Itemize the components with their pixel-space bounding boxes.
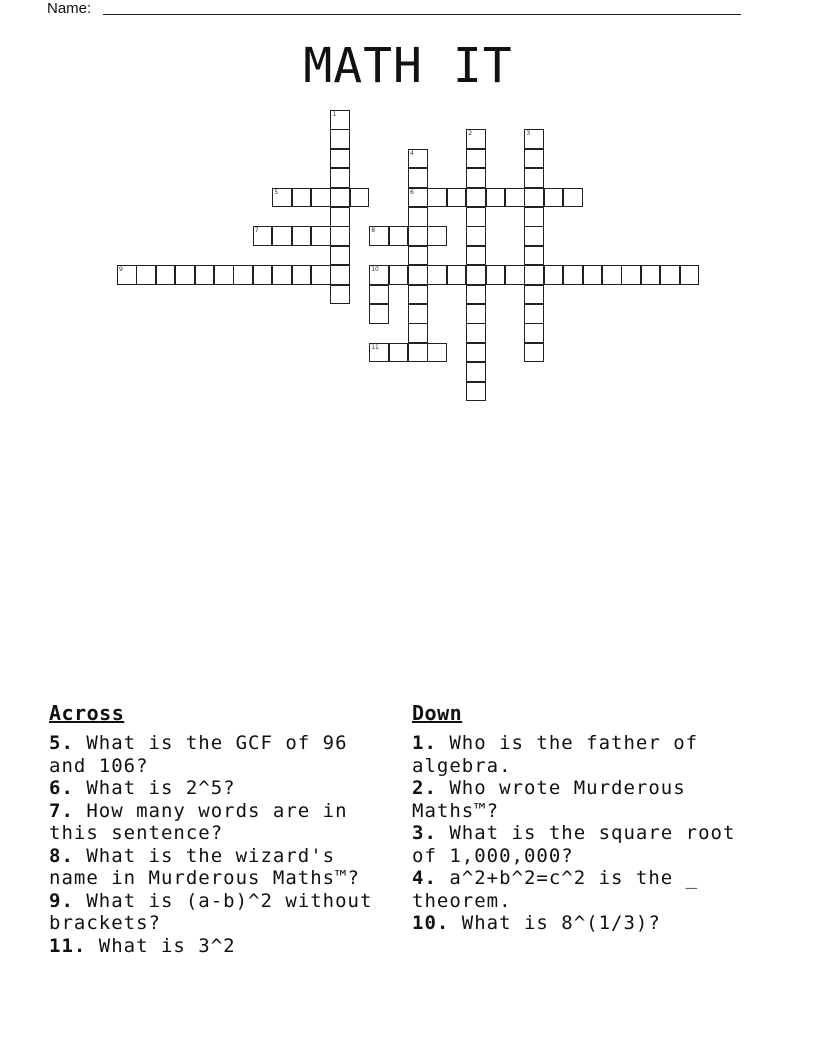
cell-number: 11 xyxy=(371,343,379,351)
crossword-cell[interactable] xyxy=(563,265,583,285)
crossword-cell[interactable] xyxy=(369,265,389,285)
crossword-cell[interactable] xyxy=(195,265,215,285)
crossword-cell[interactable] xyxy=(466,323,486,343)
crossword-cell[interactable] xyxy=(136,265,156,285)
crossword-cell[interactable] xyxy=(602,265,622,285)
page-title: MATH IT xyxy=(303,38,513,94)
crossword-cell[interactable] xyxy=(524,304,544,324)
clue-number: 2. xyxy=(412,777,437,799)
across-clue xyxy=(49,890,394,935)
crossword-cell[interactable] xyxy=(311,188,331,208)
crossword-cell[interactable] xyxy=(505,188,525,208)
crossword-cell[interactable] xyxy=(524,149,544,169)
cell-number: 7 xyxy=(254,227,259,235)
clue-number: 7. xyxy=(49,799,74,822)
crossword-cell[interactable] xyxy=(524,226,544,246)
across-heading: Across xyxy=(49,701,125,725)
across-clue xyxy=(49,777,394,800)
down-clue xyxy=(412,732,757,777)
crossword-cell[interactable] xyxy=(524,207,544,227)
crossword-cell[interactable] xyxy=(330,226,350,246)
crossword-cell[interactable] xyxy=(524,168,544,188)
crossword-cell[interactable] xyxy=(330,129,350,149)
crossword-cell[interactable] xyxy=(524,323,544,343)
clue-text: What is 8^(1/3)? xyxy=(461,912,661,934)
crossword-cell[interactable] xyxy=(408,323,428,343)
crossword-cell[interactable] xyxy=(544,265,564,285)
crossword-cell[interactable] xyxy=(408,304,428,324)
clue-number: 4. xyxy=(412,867,437,889)
clue-number: 10. xyxy=(412,912,450,934)
clue-text: What is 2^5? xyxy=(86,777,236,799)
crossword-cell[interactable] xyxy=(330,110,350,130)
crossword-cell[interactable] xyxy=(408,285,428,305)
crossword-cell[interactable] xyxy=(330,149,350,169)
crossword-cell[interactable] xyxy=(253,265,273,285)
crossword-cell[interactable] xyxy=(466,129,486,149)
crossword-cell[interactable] xyxy=(486,265,506,285)
down-heading: Down xyxy=(412,701,463,725)
crossword-cell[interactable] xyxy=(311,226,331,246)
cell-number: 4 xyxy=(410,149,414,157)
crossword-cell[interactable] xyxy=(408,226,428,246)
crossword-cell[interactable] xyxy=(350,188,370,208)
crossword-cell[interactable] xyxy=(408,188,428,208)
cell-number: 5 xyxy=(274,188,279,196)
crossword-cell[interactable] xyxy=(389,265,409,285)
crossword-cell[interactable] xyxy=(466,285,486,305)
crossword-cell[interactable] xyxy=(486,188,506,208)
crossword-cell[interactable] xyxy=(466,226,486,246)
across-clues xyxy=(49,700,394,957)
crossword-cell[interactable] xyxy=(466,168,486,188)
crossword-cell[interactable] xyxy=(505,265,525,285)
name-label: Name: xyxy=(47,0,92,17)
crossword-cell[interactable] xyxy=(272,265,292,285)
clue-text: Who wrote Murderous Maths™? xyxy=(412,777,686,822)
across-clue xyxy=(49,845,394,890)
crossword-cell[interactable] xyxy=(466,265,486,285)
clue-number: 6. xyxy=(49,777,74,799)
clue-text: What is the wizard's name in Murderous Maths™? xyxy=(49,844,360,889)
across-clue xyxy=(49,732,394,777)
clue-number: 3. xyxy=(412,822,437,844)
crossword-cell[interactable] xyxy=(330,188,350,208)
crossword-cell[interactable] xyxy=(447,265,467,285)
crossword-cell[interactable] xyxy=(389,226,409,246)
across-clue xyxy=(49,800,394,845)
crossword-cell[interactable] xyxy=(330,285,350,305)
crossword-cell[interactable] xyxy=(544,188,564,208)
crossword-cell[interactable] xyxy=(466,343,486,363)
crossword-cell[interactable] xyxy=(427,265,447,285)
crossword-cell[interactable] xyxy=(524,285,544,305)
crossword-cell[interactable] xyxy=(583,265,603,285)
clue-number: 1. xyxy=(412,732,437,754)
cell-number: 3 xyxy=(526,130,531,138)
clue-text: What is the square root of 1,000,000? xyxy=(412,822,736,867)
crossword-cell[interactable] xyxy=(524,129,544,149)
clue-text: Who is the father of algebra. xyxy=(412,732,699,777)
crossword-cell[interactable] xyxy=(175,265,195,285)
clue-text: What is 3^2 xyxy=(98,934,236,957)
crossword-cell[interactable] xyxy=(466,246,486,266)
clue-text: a^2+b^2=c^2 is the _ theorem. xyxy=(412,867,699,912)
crossword-cell[interactable] xyxy=(330,207,350,227)
crossword-cell[interactable] xyxy=(253,226,273,246)
crossword-cell[interactable] xyxy=(214,265,234,285)
crossword-cell[interactable] xyxy=(524,343,544,363)
crossword-cell[interactable] xyxy=(389,343,409,363)
crossword-cell[interactable] xyxy=(408,149,428,169)
crossword-cell[interactable] xyxy=(330,265,350,285)
down-clue xyxy=(412,822,757,867)
clue-text: What is the GCF of 96 and 106? xyxy=(49,732,348,777)
crossword-cell[interactable] xyxy=(330,168,350,188)
cell-number: 9 xyxy=(119,266,123,274)
crossword-cell[interactable] xyxy=(369,343,389,363)
crossword-cell[interactable] xyxy=(233,265,253,285)
clue-number: 8. xyxy=(49,844,74,867)
crossword-cell[interactable] xyxy=(117,265,137,285)
clue-number: 11. xyxy=(49,934,87,957)
crossword-cell[interactable] xyxy=(427,188,447,208)
crossword-cell[interactable] xyxy=(369,226,389,246)
cell-number: 2 xyxy=(468,130,473,138)
clue-number: 9. xyxy=(49,889,74,912)
crossword-cell[interactable] xyxy=(524,265,544,285)
crossword-cell[interactable] xyxy=(466,304,486,324)
crossword-grid xyxy=(0,0,816,420)
crossword-cell[interactable] xyxy=(466,149,486,169)
crossword-cell[interactable] xyxy=(272,188,292,208)
crossword-cell[interactable] xyxy=(466,362,486,382)
crossword-cell[interactable] xyxy=(466,188,486,208)
crossword-cell[interactable] xyxy=(427,343,447,363)
crossword-cell[interactable] xyxy=(272,226,292,246)
crossword-cell[interactable] xyxy=(466,207,486,227)
crossword-cell[interactable] xyxy=(408,207,428,227)
crossword-cell[interactable] xyxy=(292,265,312,285)
crossword-cell[interactable] xyxy=(563,188,583,208)
crossword-cell[interactable] xyxy=(369,285,389,305)
crossword-cell[interactable] xyxy=(524,188,544,208)
crossword-cell[interactable] xyxy=(524,246,544,266)
cell-number: 6 xyxy=(410,188,414,196)
cell-number: 1 xyxy=(332,111,337,118)
crossword-cell[interactable] xyxy=(408,265,428,285)
clue-text: How many words are in this sentence? xyxy=(49,799,348,844)
crossword-cell[interactable] xyxy=(311,265,331,285)
crossword-cell[interactable] xyxy=(408,246,428,266)
crossword-cell[interactable] xyxy=(447,188,467,208)
crossword-cell[interactable] xyxy=(427,226,447,246)
crossword-cell[interactable] xyxy=(660,265,680,285)
down-clue xyxy=(412,867,757,912)
down-clue xyxy=(412,912,757,935)
crossword-cell[interactable] xyxy=(408,168,428,188)
crossword-cell[interactable] xyxy=(369,304,389,324)
crossword-cell[interactable] xyxy=(466,382,486,402)
clue-text: What is (a-b)^2 without brackets? xyxy=(49,889,373,934)
crossword-cell[interactable] xyxy=(156,265,176,285)
cell-number: 8 xyxy=(371,227,376,235)
crossword-cell[interactable] xyxy=(621,265,641,285)
crossword-cell[interactable] xyxy=(330,246,350,266)
clue-number: 5. xyxy=(49,732,74,754)
crossword-cell[interactable] xyxy=(292,226,312,246)
across-clue xyxy=(49,935,394,958)
crossword-cell[interactable] xyxy=(408,343,428,363)
crossword-cell[interactable] xyxy=(641,265,661,285)
down-clues xyxy=(412,700,757,935)
crossword-cell[interactable] xyxy=(292,188,312,208)
down-clue xyxy=(412,777,757,822)
cell-number: 10 xyxy=(371,266,379,274)
crossword-cell[interactable] xyxy=(680,265,700,285)
